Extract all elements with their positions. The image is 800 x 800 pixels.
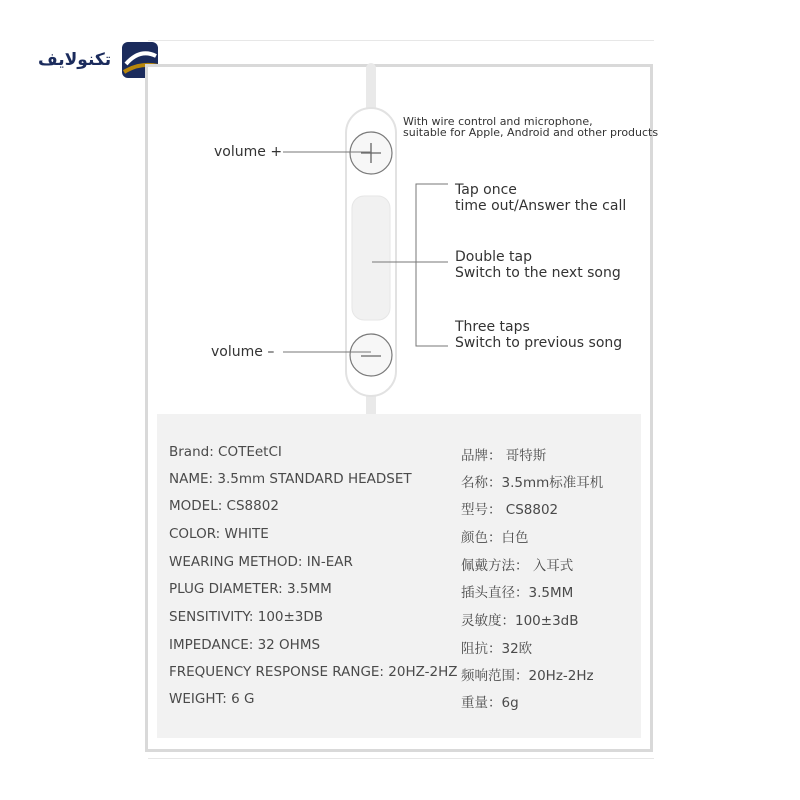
spec-en: PLUG DIAMETER: 3.5MM bbox=[169, 581, 332, 597]
brand-logo-text: تکنولایف bbox=[38, 50, 112, 70]
spec-cn: 品牌： 哥特斯 bbox=[461, 448, 547, 464]
spec-en: NAME: 3.5mm STANDARD HEADSET bbox=[169, 471, 412, 487]
spec-row-name bbox=[157, 471, 641, 491]
bottom-divider bbox=[148, 758, 654, 759]
action-double-tap-title: Double tap bbox=[455, 249, 533, 265]
spec-row-weight bbox=[157, 691, 641, 711]
spec-en: WEIGHT: 6 G bbox=[169, 691, 255, 707]
spec-row-plug-diameter bbox=[157, 581, 641, 601]
spec-en: IMPEDANCE: 32 OHMS bbox=[169, 637, 321, 653]
action-tap-once-title: Tap once bbox=[455, 182, 517, 198]
spec-row-wearing-method bbox=[157, 554, 641, 574]
volume-plus-label: volume + bbox=[214, 144, 283, 160]
spec-cn: 重量：6g bbox=[461, 695, 519, 711]
minus-icon bbox=[350, 334, 392, 376]
feature-note-line2: suitable for Apple, Android and other products bbox=[403, 126, 659, 139]
spec-row-brand bbox=[157, 444, 641, 464]
spec-en: Brand: COTEetCI bbox=[169, 444, 282, 460]
action-tap-once-desc: time out/Answer the call bbox=[455, 198, 627, 214]
spec-row-sensitivity bbox=[157, 609, 641, 629]
spec-cn: 型号： CS8802 bbox=[461, 502, 559, 518]
spec-en: COLOR: WHITE bbox=[169, 526, 269, 542]
spec-row-color bbox=[157, 526, 641, 546]
spec-cn: 颜色：白色 bbox=[461, 530, 529, 546]
spec-cn: 佩戴方法： 入耳式 bbox=[461, 558, 574, 574]
action-three-taps-title: Three taps bbox=[455, 319, 530, 335]
spec-table bbox=[157, 414, 641, 738]
spec-en: MODEL: CS8802 bbox=[169, 498, 279, 514]
action-double-tap-desc: Switch to the next song bbox=[455, 265, 621, 281]
multifunction-button bbox=[352, 196, 390, 320]
spec-row-model bbox=[157, 498, 641, 518]
spec-cn: 频响范围：20Hz-2Hz bbox=[461, 668, 594, 684]
spec-cn: 阻抗：32欧 bbox=[461, 641, 533, 657]
spec-en: WEARING METHOD: IN-EAR bbox=[169, 554, 353, 570]
plus-icon bbox=[350, 132, 392, 174]
spec-row-frequency-response bbox=[157, 664, 641, 684]
feature-note-line1: With wire control and microphone, bbox=[403, 115, 593, 128]
bracket-actions bbox=[416, 184, 448, 346]
spec-cn: 名称：3.5mm标准耳机 bbox=[461, 475, 604, 491]
action-three-taps-desc: Switch to previous song bbox=[455, 335, 623, 351]
spec-row-impedance bbox=[157, 637, 641, 657]
spec-en: FREQUENCY RESPONSE RANGE: 20HZ-2HZ bbox=[169, 664, 458, 680]
spec-cn: 灵敏度：100±3dB bbox=[461, 613, 579, 629]
spec-cn: 插头直径：3.5MM bbox=[461, 585, 574, 601]
spec-en: SENSITIVITY: 100±3DB bbox=[169, 609, 324, 625]
volume-minus-label: volume – bbox=[211, 344, 275, 360]
